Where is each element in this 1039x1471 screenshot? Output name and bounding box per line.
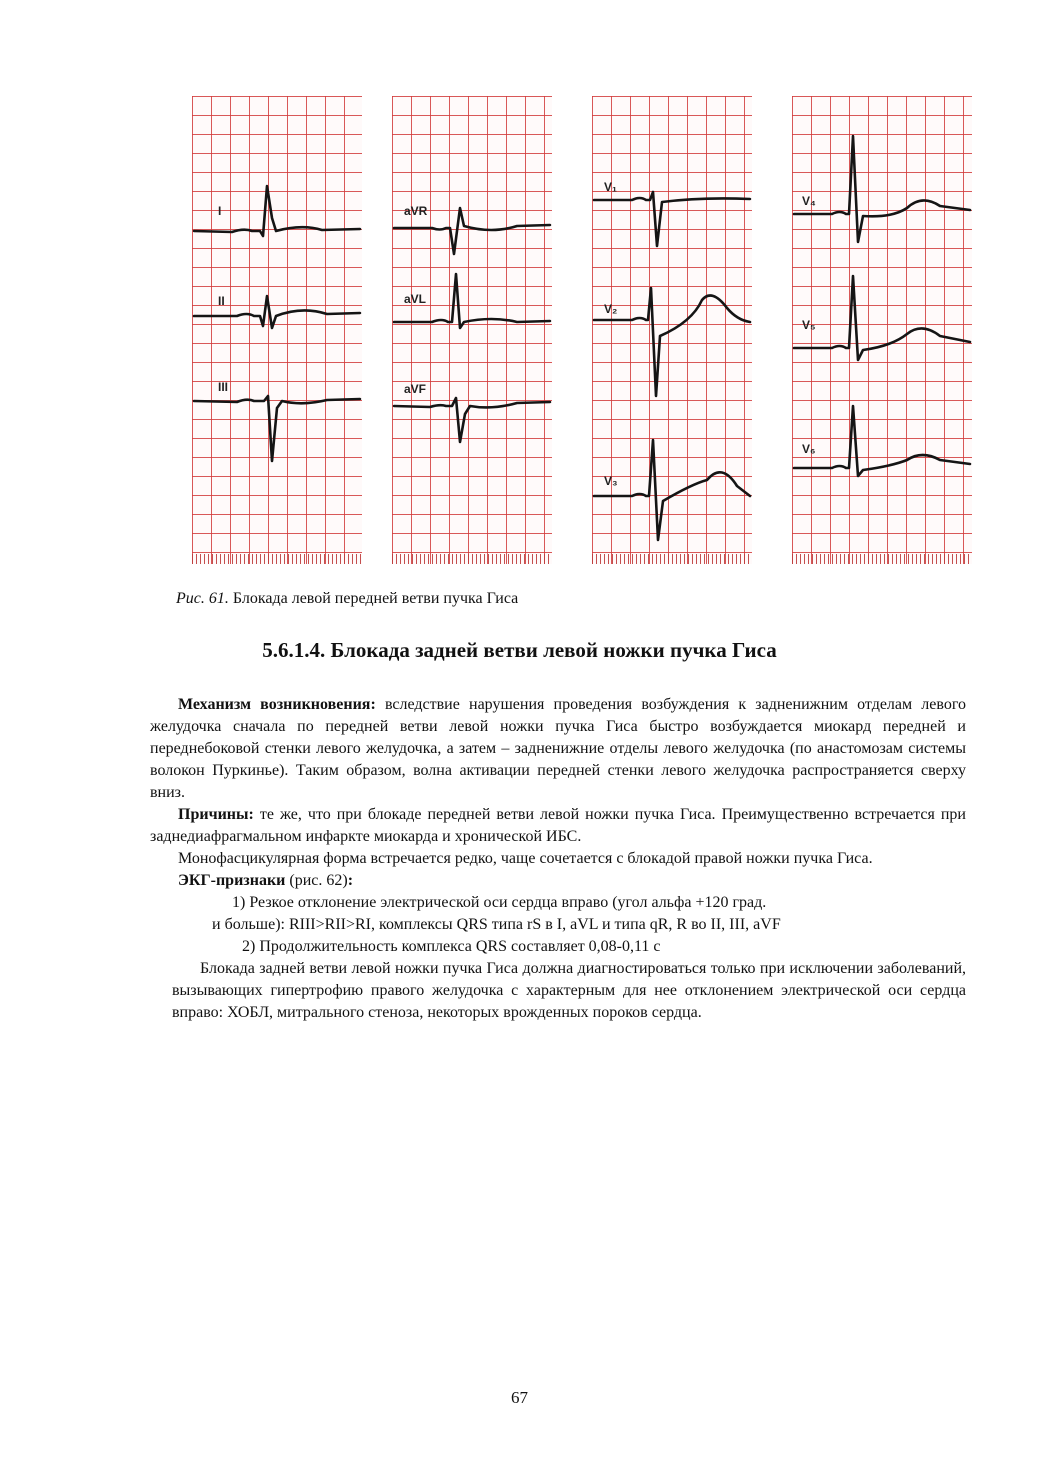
ecg-panel-limb-augmented [392,96,552,564]
paragraph-causes [150,804,966,848]
ecg-signs-colon: : [347,872,354,889]
ecg-trace-avl [394,274,550,328]
figure-caption [176,590,518,608]
lead-label-v6: V₆ [802,442,816,456]
page-number: 67 [511,1388,528,1407]
caption-label: Рис. 61. [176,590,229,607]
paragraph-ecg-signs [150,870,966,892]
lead-label-i: I [218,204,222,218]
ecg-traces-standard [192,96,362,564]
ecg-traces-chest-left [792,96,972,564]
ecg-panel-limb-standard [192,96,362,564]
causes-text: те же, что при блокаде передней ветви левой ножки пучка Гиса. Преимущественно встречается при заднедиафрагмальном инфаркте миокарда и хронической ИБС. [150,806,966,845]
lead-label-avl: aVL [404,292,427,306]
ecg-trace-iii [194,396,360,461]
list-item-1-line-1: 1) Резкое отклонение электрической оси сердца вправо (угол альфа +120 град. [232,894,767,911]
list-item-2: 2) Продолжительность комплекса QRS составляет 0,08-0,11 с [242,938,661,955]
lead-label-v1: V₁ [604,180,617,194]
lead-label-v2: V₂ [604,302,618,316]
ecg-trace-v1 [594,192,750,246]
causes-term: Причины: [178,806,254,823]
lead-label-iii: III [218,380,229,394]
ecg-trace-avr [394,208,550,254]
ecg-panel-chest-left [792,96,972,564]
ecg-trace-v4 [794,136,970,242]
ecg-trace-v2 [594,288,750,396]
ecg-trace-ii [194,296,360,328]
lead-label-avf: aVF [404,382,427,396]
ecg-trace-i [194,186,360,236]
caption-text: Блокада левой передней ветви пучка Гиса [228,590,519,607]
body-text [150,694,966,1024]
ecg-trace-v3 [594,440,750,540]
ecg-trace-avf [394,398,550,442]
ecg-traces-augmented [392,96,552,564]
lead-label-avr: aVR [404,204,428,218]
paragraph-conclusion: Блокада задней ветви левой ножки пучка Гиса должна диагностироваться только при исключении заболеваний, вызывающих гипертрофию правого желудочка с характерным для нее отклонением электрической оси сердца вправо: ХОБЛ, митрального стеноза, некоторых врожденных пороков сердца. [172,960,966,1021]
lead-label-v5: V₅ [802,318,816,332]
paragraph-monofascicular: Монофасцикулярная форма встречается редко, чаще сочетается с блокадой правой ножки пучка Гиса. [178,850,873,867]
lead-label-v3: V₃ [604,474,618,488]
ecg-trace-v5 [794,276,970,360]
lead-label-v4: V₄ [802,194,816,208]
lead-label-ii: II [218,294,225,308]
list-item-1-line-2: и больше): RIII>RII>RI, комплексы QRS типа rS в I, aVL и типа qR, R во II, III, aVF [212,916,781,933]
ecg-signs-term: ЭКГ-признаки [178,872,286,889]
ecg-figure [192,96,972,564]
ecg-trace-v6 [794,406,970,476]
mechanism-term: Механизм возникновения: [178,696,376,713]
paragraph-mechanism [150,694,966,804]
mechanism-text: вследствие нарушения проведения возбуждения к задненижним отделам левого желудочка сначала по передней ветви левой ножки пучка Гиса быстро возбуждается миокард передней и переднебоковой стенки левого желудочка, а затем – задненижние отделы левого желудочка (по анастомозам системы волокон Пуркинье). Таким образом, волна активации передней стенки левого желудочка распространяется сверху вниз. [150,696,967,801]
ecg-panel-chest-right [592,96,752,564]
ecg-signs-ref: (рис. 62) [285,872,348,889]
ecg-traces-chest-right [592,96,752,564]
section-title: 5.6.1.4. Блокада задней ветви левой ножки пучка Гиса [262,638,777,662]
